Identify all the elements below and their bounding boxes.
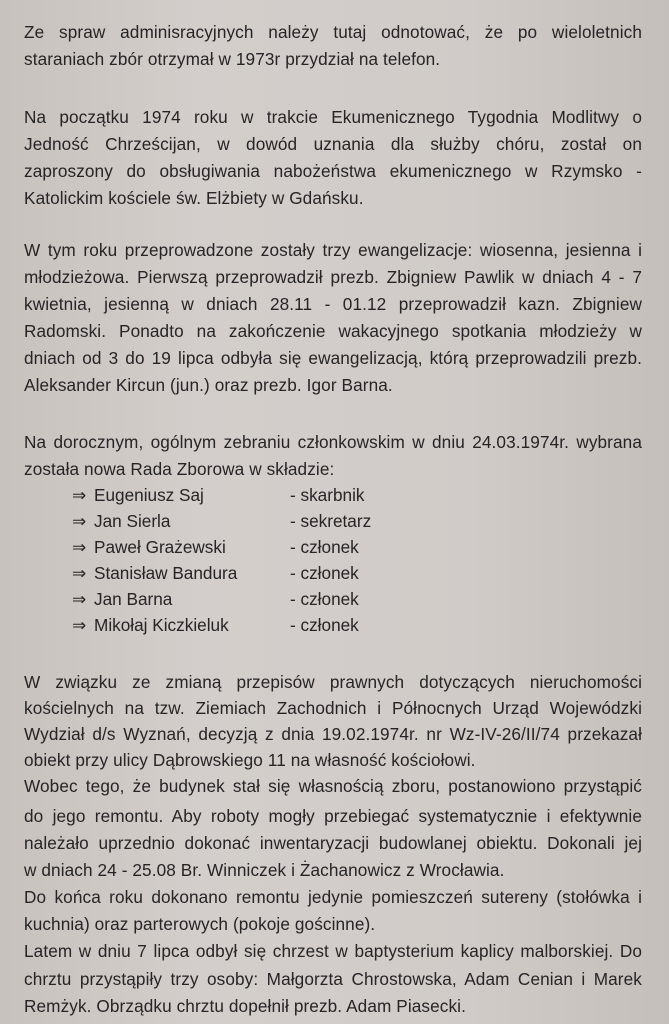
arrow-icon: ⇒ xyxy=(72,563,87,583)
paragraph-2-line-3: zaproszony do obsługiwania nabożeństwa ekumenicznego w Rzymsko - xyxy=(24,161,642,181)
council-member-role: - członek xyxy=(290,563,359,583)
closing-line-10: kuchnia) oraz parterowych (pokoje gościnne). xyxy=(24,914,376,934)
closing-line-4: obiekt przy ulicy Dąbrowskiego 11 na własność kościołowi. xyxy=(24,750,476,770)
paragraph-1-line-1: Ze spraw adminisracyjnych należy tutaj odnotować, że po wieloletnich xyxy=(24,22,642,42)
closing-line-13: Remżyk. Obrządku chrztu dopełnił prezb. Adam Piasecki. xyxy=(24,996,466,1016)
paragraph-3-line-4: Radomski. Ponadto na zakończenie wakacyjnego spotkania młodzieży w xyxy=(24,321,642,341)
arrow-icon: ⇒ xyxy=(72,537,87,557)
paragraph-3-line-2: młodzieżowa. Pierwszą przeprowadził prezb. Zbigniew Pawlik w dniach 4 - 7 xyxy=(24,267,642,287)
paragraph-3-line-3: kwietnia, jesienną w dniach 28.11 - 01.12 przeprowadził kazn. Zbigniew xyxy=(24,294,642,314)
council-member-role: - sekretarz xyxy=(290,511,372,531)
council-member-role: - członek xyxy=(290,537,359,557)
council-member-name: Jan Barna xyxy=(94,589,173,609)
council-member-role: - członek xyxy=(290,615,359,635)
closing-line-11: Latem w dniu 7 lipca odbył się chrzest w baptysterium kaplicy malborskiej. Do xyxy=(24,941,642,961)
council-member-role: - skarbnik xyxy=(290,485,365,505)
closing-line-7: należało uprzednio dokonać inwentaryzacji budowlanej obiektu. Dokonali jej xyxy=(24,833,642,853)
council-member-name: Jan Sierla xyxy=(94,511,171,531)
paragraph-1-line-2: staraniach zbór otrzymał w 1973r przydział na telefon. xyxy=(24,49,441,69)
arrow-icon: ⇒ xyxy=(72,589,87,609)
closing-line-2: kościelnych na tzw. Ziemiach Zachodnich i Północnych Urząd Wojewódzki xyxy=(24,698,642,718)
council-member-name: Mikołaj Kiczkieluk xyxy=(94,615,229,635)
paragraph-3-line-1: W tym roku przeprowadzone zostały trzy ewangelizacje: wiosenna, jesienna i xyxy=(24,240,642,260)
paragraph-2-line-4: Katolickim kościele św. Elżbiety w Gdańsku. xyxy=(24,188,364,208)
paragraph-4-line-2: została nowa Rada Zborowa w składzie: xyxy=(24,459,335,479)
paragraph-4-line-1: Na dorocznym, ogólnym zebraniu członkowskim w dniu 24.03.1974r. wybrana xyxy=(24,432,642,452)
closing-line-9: Do końca roku dokonano remontu jedynie pomieszczeń sutereny (stołówka i xyxy=(24,887,642,907)
paragraph-3-line-6: Aleksander Kircun (jun.) oraz prezb. Igor Barna. xyxy=(24,375,393,395)
arrow-icon: ⇒ xyxy=(72,615,87,635)
paragraph-2-line-1: Na początku 1974 roku w trakcie Ekumenicznego Tygodnia Modlitwy o xyxy=(24,107,642,127)
paragraph-3-line-5: dniach od 3 do 19 lipca odbyła się ewangelizacją, którą przeprowadzili prezb. xyxy=(24,348,642,368)
closing-line-1: W związku ze zmianą przepisów prawnych dotyczących nieruchomości xyxy=(24,672,642,692)
council-member-name: Stanisław Bandura xyxy=(94,563,238,583)
closing-line-8: w dniach 24 - 25.08 Br. Winniczek i Żachanowicz z Wrocławia. xyxy=(24,860,505,880)
closing-line-12: chrztu przystąpiły trzy osoby: Małgorzta Chrostowska, Adam Cenian i Marek xyxy=(24,969,642,989)
arrow-icon: ⇒ xyxy=(72,485,87,505)
closing-line-3: Wydział d/s Wyznań, decyzją z dnia 19.02.1974r. nr Wz-IV-26/II/74 przekazał xyxy=(24,724,642,744)
council-member-name: Paweł Grażewski xyxy=(94,537,226,557)
closing-line-5: Wobec tego, że budynek stał się własnością zboru, postanowiono przystąpić xyxy=(24,776,642,796)
arrow-icon: ⇒ xyxy=(72,511,87,531)
council-member-name: Eugeniusz Saj xyxy=(94,485,204,505)
paragraph-2-line-2: Jedność Chrześcijan, w dowód uznania dla służby chóru, został on xyxy=(24,134,642,154)
closing-line-6: do jego remontu. Aby roboty mogły przebiegać systematycznie i efektywnie xyxy=(24,806,642,826)
council-member-role: - członek xyxy=(290,589,359,609)
